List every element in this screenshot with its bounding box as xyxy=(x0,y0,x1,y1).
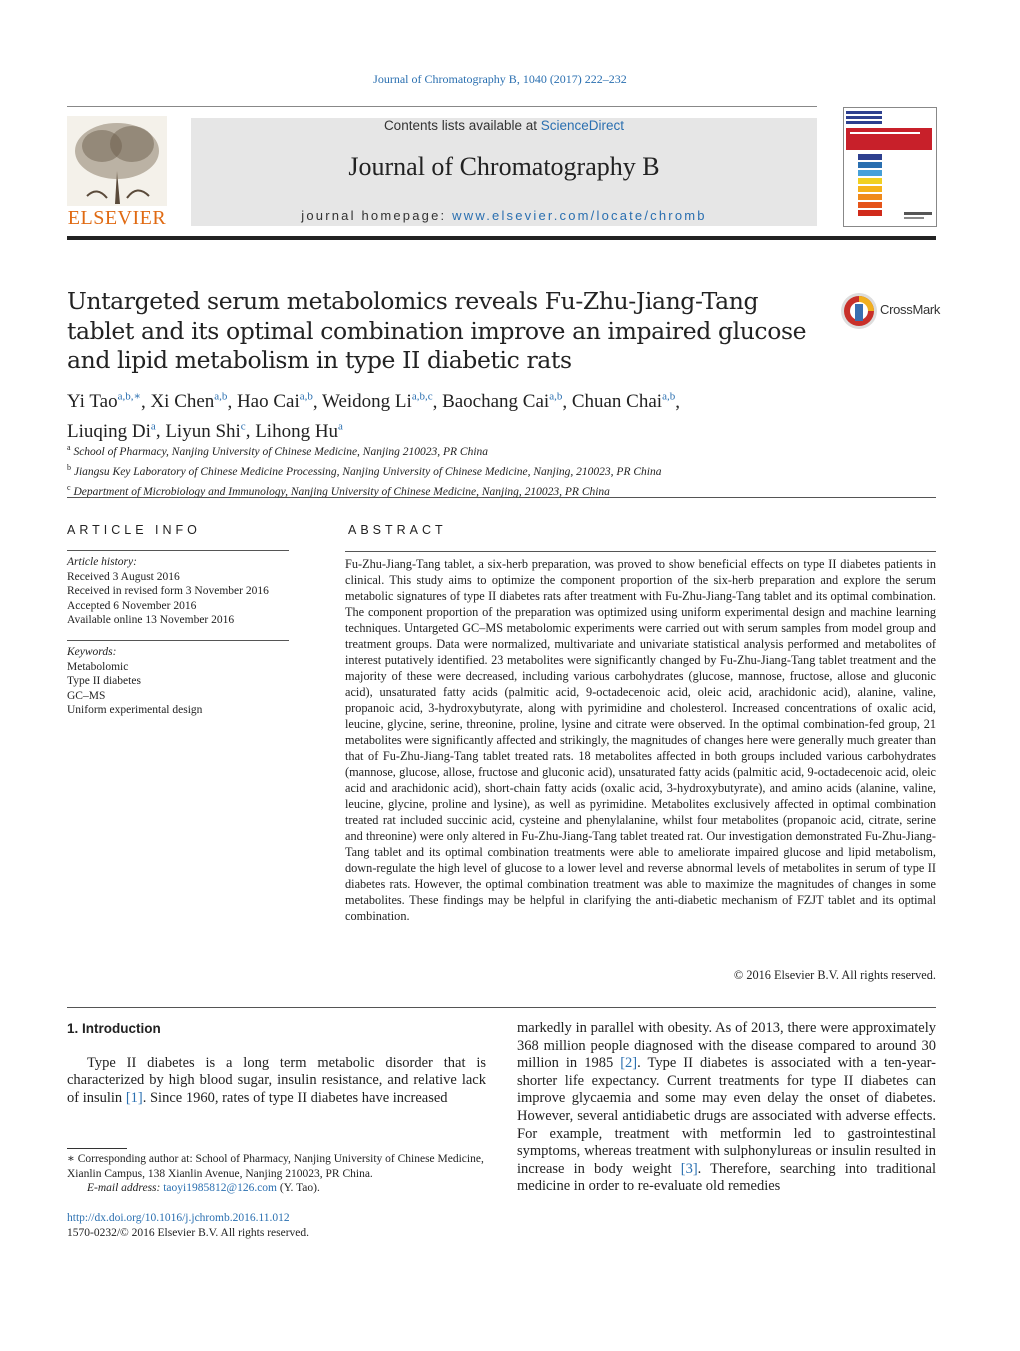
sciencedirect-link[interactable]: ScienceDirect xyxy=(540,118,625,133)
homepage-prefix: journal homepage: xyxy=(301,208,453,223)
keyword-item: GC–MS xyxy=(67,689,106,702)
history-received: Received 3 August 2016 xyxy=(67,570,180,583)
affiliation-text: Jiangsu Key Laboratory of Chinese Medicine Processing, Nanjing University of Chinese Medicine, Nanjing, 210023, PR China xyxy=(73,465,662,478)
author[interactable] xyxy=(67,421,156,442)
abstract-copyright: © 2016 Elsevier B.V. All rights reserved. xyxy=(733,968,936,982)
body-left-column xyxy=(67,1020,486,1107)
journal-citation[interactable]: Journal of Chromatography B, 1040 (2017) 222–232 xyxy=(373,72,627,86)
author[interactable] xyxy=(442,391,562,412)
abstract-text: Fu-Zhu-Jiang-Tang tablet, a six-herb preparation, was proved to show beneficial effects on type II diabetes patients in clinical. This study aims to optimize the component proportion of the six-herb preparation and explore the serum metabolic signatures of type II diabetes rats after treatment with Fu-Zhu-Jiang-Tang tablet and its optimal combination. The component proportion of the preparation was optimized using uniform experimental design and machine learning techniques. Untargeted GC–MS metabolomic experiments were carried out with serum samples from model group and treatment groups. Data were normalized, multivariate and univariate statistical analysis performed and metabolites of interest putatively identified. 23 metabolites were significantly changed by Fu-Zhu-Jiang-Tang tablet treatment and the majority of these were decreased, including various carbohydrates (glucose, mannose, fructose, allose and gluconic acid), unsaturated fatty acids (palmitic acid, 9-octadecenoic acid, oleic acid, arachidonic acid), alanine, valine, propanoic acid, 3-hydroxybutyrate, along with pyrimidine and cholesterol. Increased concentrations of oxalic acid, leucine, glycine, serine, threonine, proline, lysine and citrate were observed. In the optimal combination-fed group, 21 metabolites were significantly affected and strikingly, the magnitudes of changes here were generally much greater than that of Fu-Zhu-Jiang-Tang tablet treated rats. 18 metabolites affected in both groups included various carbohydrates (mannose, glucose, allose, fructose and gluconic acid), unsaturated fatty acids (palmitic acid, 9-octadecenoic acid, oleic acid and arachidonic acid), short-chain fatty acids (oxalic acid, 3-hydroxybutyrate), and amino acids (alanine, valine, leucine, glycine, proline and lysine), as well as pyrimidine. Metabolites exclusively affected in optimal combination treated rat included succinic acid, cysteine and phenylalanine, whilst four metabolites (propanoic acid, citrate, serine and threonine) were only altered in Fu-Zhu-Jiang-Tang tablet treated rat. Our investigation demonstrated Fu-Zhu-Jiang-Tang tablet and its optimal combination treatments were able to ameliorate impaired glucose and lipid metabolism, down-regulate the high level of glucose to a lower level and reverse abnormal levels of metabolites in serum of type II diabetes rats. However, the optimal combination treatment was able to maximize the magnitudes of changes in some metabolites. These findings may be helpful in clarifying the anti-diabetic mechanism of FZJT tablet and its optimal combination. xyxy=(345,557,936,923)
affiliation-key: a xyxy=(67,443,71,452)
author-affiliation-marker[interactable]: a,b xyxy=(214,391,228,403)
doi-link[interactable]: http://dx.doi.org/10.1016/j.jchromb.2016.11.012 xyxy=(67,1212,290,1224)
author-name[interactable]: Xi Chen xyxy=(150,391,215,413)
affiliation-list xyxy=(67,440,927,499)
author-list: Yi Tao$^{a,b,∗}$, Xi Chen$^{a,b}$, Hao Cai$^{a,b}$, Weidong Li$^{a,b,c}$, Baochang Cai$^{a,b}$, Chuan Chai$^{a,b}$, Liuqing Di$^a$, Liyun Shi$^c$, Lihong Hu$^a$ xyxy=(67,391,680,442)
author[interactable] xyxy=(237,391,313,412)
crossmark-icon[interactable] xyxy=(840,292,878,335)
body-right-column xyxy=(517,1020,936,1196)
crossmark-label[interactable]: CrossMark xyxy=(880,302,941,317)
author[interactable] xyxy=(67,391,141,412)
keyword-item: Uniform experimental design xyxy=(67,704,203,716)
article-title: Untargeted serum metabolomics reveals Fu-Zhu-Jiang-Tang tablet and its optimal combination improve an impaired glucose and lipid metabolism in type II diabetic rats xyxy=(67,287,807,374)
email-label: E-mail address: xyxy=(87,1182,164,1194)
author-affiliation-marker[interactable]: a,b xyxy=(549,391,563,403)
author-affiliation-marker[interactable]: a,b,∗ xyxy=(117,391,141,403)
history-label: Article history: xyxy=(67,556,137,568)
history-revised: Received in revised form 3 November 2016 xyxy=(67,585,269,597)
affiliation-text: School of Pharmacy, Nanjing University of Chinese Medicine, Nanjing 210023, PR China xyxy=(73,445,489,458)
article-info-rule xyxy=(67,550,289,551)
author-name[interactable]: Weidong Li xyxy=(322,391,412,413)
reference-link[interactable]: [1] xyxy=(125,1089,143,1106)
section-rule xyxy=(67,497,936,498)
intro-text: Type II diabetes is a long term metabolic disorder that is characterized by high blood sugar, insulin resistance, and relative lack of insulin xyxy=(67,1054,486,1106)
history-online: Available online 13 November 2016 xyxy=(67,614,235,626)
journal-cover-thumbnail[interactable] xyxy=(843,107,937,227)
author-affiliation-marker[interactable]: c xyxy=(240,420,246,433)
author[interactable] xyxy=(572,391,675,412)
author-affiliation-marker[interactable]: a,b,c xyxy=(411,391,433,403)
email-link[interactable]: taoyi1985812@126.com xyxy=(163,1182,277,1194)
affiliation-key: c xyxy=(67,482,71,492)
email-line xyxy=(67,1181,486,1196)
journal-homepage xyxy=(191,208,817,223)
keywords-label: Keywords: xyxy=(67,646,117,658)
author[interactable] xyxy=(150,391,227,412)
reference-link[interactable]: [3] xyxy=(680,1160,698,1177)
keyword-item: Type II diabetes xyxy=(67,675,141,687)
keyword-item: Metabolomic xyxy=(67,660,129,673)
affiliation-key: b xyxy=(67,462,71,472)
introduction-heading: 1. Introduction xyxy=(67,1021,161,1036)
article-history xyxy=(67,555,297,628)
author-name[interactable]: Baochang Cai xyxy=(442,391,550,413)
author-name[interactable]: Lihong Hu xyxy=(255,420,339,442)
affiliation xyxy=(67,460,927,480)
author-affiliation-marker[interactable]: a xyxy=(338,420,343,433)
body-rule xyxy=(67,1007,936,1008)
elsevier-wordmark: ELSEVIER xyxy=(67,207,167,229)
corresponding-author-text: ∗ Corresponding author at: School of Pharmacy, Nanjing University of Chinese Medicine, Xianlin Campus, 138 Xianlin Avenue, Nanjing 210023, PR China. xyxy=(67,1153,484,1180)
author-affiliation-marker[interactable]: a,b xyxy=(299,391,313,403)
contents-line xyxy=(191,118,817,133)
homepage-link[interactable]: www.elsevier.com/locate/chromb xyxy=(452,208,707,223)
email-suffix: (Y. Tao). xyxy=(277,1182,320,1194)
author-name[interactable]: Yi Tao xyxy=(67,391,118,413)
corresponding-author-footnote xyxy=(67,1152,486,1196)
journal-title: Journal of Chromatography B xyxy=(348,152,660,181)
keywords xyxy=(67,645,297,718)
doi-block xyxy=(67,1211,467,1240)
footnote-rule xyxy=(67,1148,127,1149)
affiliation-text: Department of Microbiology and Immunology, Nanjing University of Chinese Medicine, Nanjing, 210023, PR China xyxy=(73,485,610,498)
author-name[interactable]: Liyun Shi xyxy=(165,420,241,442)
author-name[interactable]: Chuan Chai xyxy=(571,391,663,413)
author[interactable] xyxy=(322,391,433,412)
article-info-heading: ARTICLE INFO xyxy=(67,523,201,537)
intro-paragraph xyxy=(67,1055,486,1108)
reference-link[interactable]: [2] xyxy=(620,1055,638,1072)
history-accepted: Accepted 6 November 2016 xyxy=(67,599,197,612)
author-name[interactable]: Hao Cai xyxy=(236,391,300,413)
intro-text: . Since 1960, rates of type II diabetes have increased xyxy=(142,1089,448,1106)
affiliation xyxy=(67,440,927,460)
header-rule xyxy=(67,106,817,107)
author[interactable] xyxy=(255,421,343,442)
contents-prefix: Contents lists available at xyxy=(383,118,541,133)
author[interactable] xyxy=(165,421,245,442)
body-text: markedly in parallel with obesity. As of 2013, there were approximately 368 million people diagnosed with the disease compared to around 30 million in 1985 xyxy=(517,1020,936,1072)
author-affiliation-marker[interactable]: a xyxy=(150,420,156,433)
keywords-rule xyxy=(67,640,289,641)
issn-line: 1570-0232/© 2016 Elsevier B.V. All rights reserved. xyxy=(67,1226,310,1239)
author-affiliation-marker[interactable]: a,b xyxy=(662,391,676,403)
body-text: . Therefore, searching into traditional medicine in order to re-evaluate old remedies xyxy=(517,1160,936,1195)
abstract-heading: ABSTRACT xyxy=(348,523,447,537)
abstract-rule xyxy=(345,551,936,552)
author-name[interactable]: Liuqing Di xyxy=(67,420,151,442)
body-text: . Type II diabetes is associated with a ten-year-shorter life expectancy. Current treatments for type II diabetes can improve glycaemia and some may even delay the onset of diabetes. However, several antidiabetic drugs are associated with adverse effects. For example, treatment with metformin led to gastrointestinal symptoms, whereas treatment with sulphonylureas or insulin resulted in increase in body weight xyxy=(517,1055,937,1177)
header-thick-rule xyxy=(67,236,936,240)
